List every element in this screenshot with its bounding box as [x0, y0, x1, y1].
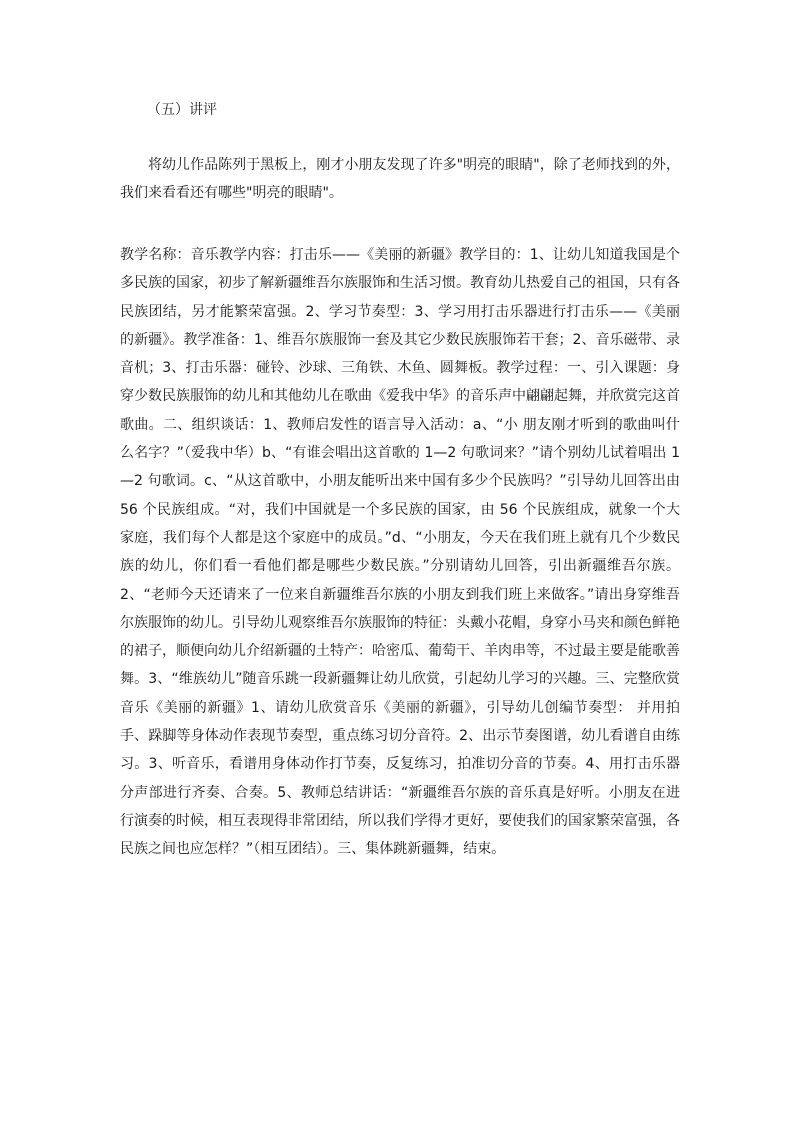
intro-paragraph: 将幼儿作品陈列于黑板上，刚才小朋友发现了许多"明亮的眼睛"，除了老师找到的外，我们来看看还有哪些"明亮的眼睛"。	[120, 157, 680, 202]
lesson-plan-paragraph: 教学名称：音乐教学内容：打击乐——《美丽的新疆》教学目的：1、让幼儿知道我国是个多民族的国家，初步了解新疆维吾尔族服饰和生活习惯。教育幼儿热爱自己的祖国，只有各民族团结，另才能繁荣富强。2、学习节奏型：3、学习用打击乐器进行打击乐——《美丽的新疆》。教学准备：1、维吾尔族服饰一套及其它少数民族服饰若干套；2、音乐磁带、录音机；3、打击乐器：碰铃、沙球、三角铁、木鱼、圆舞板。教学过程：一、引入课题：身穿少数民族服饰的幼儿和其他幼儿在歌曲《爱我中华》的音乐声中翩翩起舞，并欣赏完这首歌曲。二、组织谈话：1、教师启发性的语言导入活动：a、“小 朋友刚才听到的歌曲叫什么名字？”（爱我中华）b、“有谁会唱出这首歌的 1—2 句歌词来？”请个别幼儿试着唱出 1—2 句歌词。c、“从这首歌中，小朋友能听出来中国有多少个民族吗？”引导幼儿回答出由 56 个民族组成。“对，我们中国就是一个多民族的国家，由 56 个民族组成，就象一个大家庭，我们每个人都是这个家庭中的成员。”d、“小朋友，今天在我们班上就有几个少数民族的幼儿，你们看一看他们都是哪些少数民族。”分别请幼儿回答，引出新疆维吾尔族。2、“老师今天还请来了一位来自新疆维吾尔族的小朋友到我们班上来做客。”请出身穿维吾尔族服饰的幼儿。引导幼儿观察维吾尔族服饰的特征：头戴小花帽，身穿小马夹和颜色鲜艳的裙子，顺便向幼儿介绍新疆的土特产：哈密瓜、葡萄干、羊肉串等，不过最主要是能歌善舞。3、“维族幼儿”随音乐跳一段新疆舞让幼儿欣赏，引起幼儿学习的兴趣。三、完整欣赏音乐《美丽的新疆》1、请幼儿欣赏音乐《美丽的新疆》，引导幼儿创编节奏型： 并用拍手、跺脚等身体动作表现节奏型，重点练习切分音符。2、出示节奏图谱，幼儿看谱自由练习。3、听音乐，看谱用身体动作打节奏，反复练习，拍准切分音的节奏。4、用打击乐器分声部进行齐奏、合奏。5、教师总结讲话：“新疆维吾尔族的音乐真是好听。小朋友在进行演奏的时候，相互表现得非常团结，所以我们学得才更好，要使我们的国家繁荣富强，各民族之间也应怎样？”（相互团结）。三、集体跳新疆舞，结束。	[120, 247, 680, 858]
section-heading: （五）讲评	[147, 102, 217, 118]
